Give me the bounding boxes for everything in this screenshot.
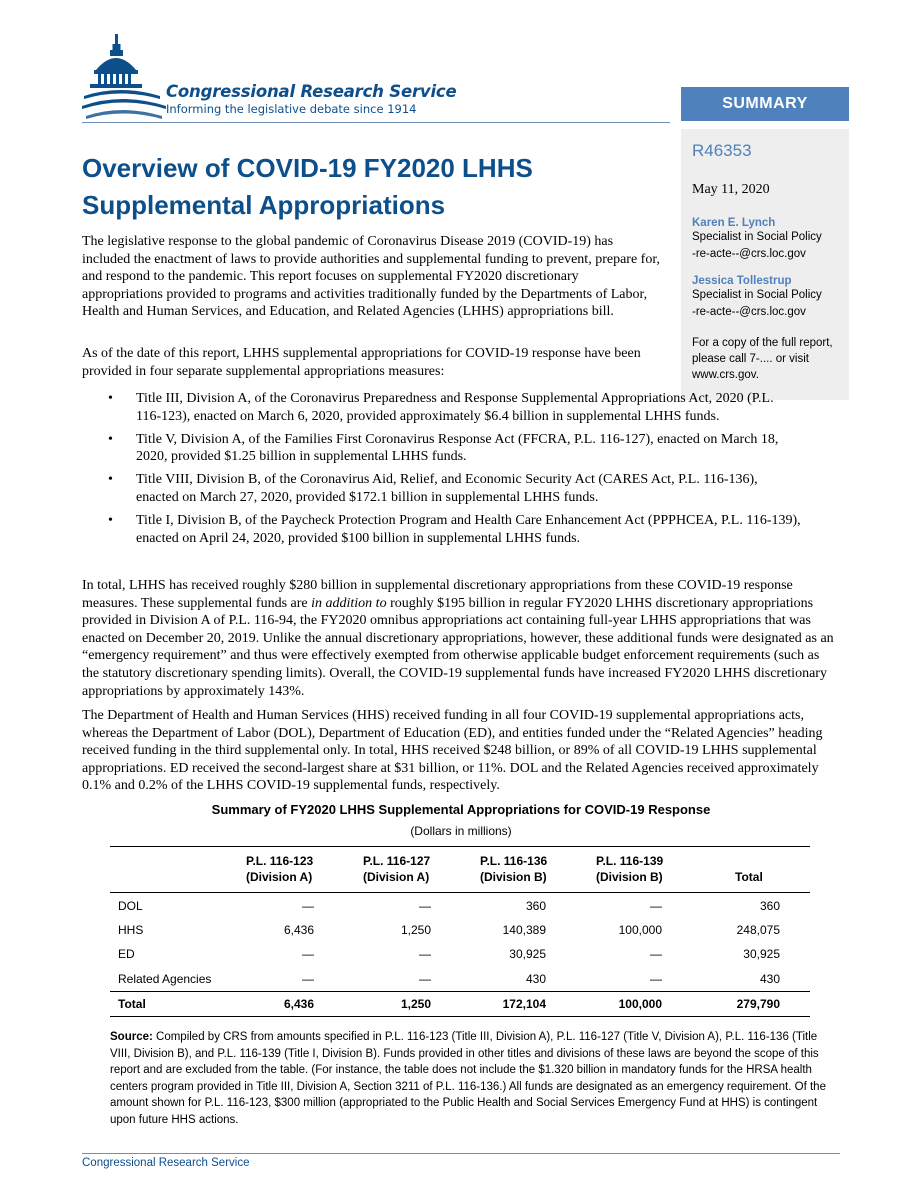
header-divider: [82, 122, 670, 123]
list-item: [82, 431, 802, 466]
column-header: P.L. 116-139 (Division B): [596, 854, 664, 884]
bullet-icon: •: [108, 472, 113, 488]
footer-text: Congressional Research Service: [82, 1157, 250, 1169]
author-block: [692, 275, 842, 321]
author-block: [692, 217, 842, 263]
emphasis-text: in addition to: [311, 595, 387, 611]
bullet-icon: •: [108, 513, 113, 529]
column-header-total: Total: [735, 870, 763, 884]
org-tagline: Informing the legislative debate since 1914: [166, 102, 417, 116]
list-item: [82, 471, 802, 506]
author-email[interactable]: -re-acte--@crs.loc.gov: [692, 306, 806, 318]
author-name: Jessica Tollestrup: [692, 275, 792, 287]
table-header-rule: [110, 892, 810, 893]
copy-request-note: For a copy of the full report, please call 7-.... or visit www.crs.gov.: [692, 337, 833, 381]
list-item: [82, 390, 802, 425]
report-number: R46353: [692, 141, 752, 160]
list-item-text: Title VIII, Division B, of the Coronavirus Aid, Relief, and Economic Security Act (CARES Act, P.L. 116-136), enacted on March 27, 2020, provided $172.1 billion in supplemental LHHS funds.: [136, 472, 758, 505]
column-header: P.L. 116-136 (Division B): [480, 854, 548, 884]
paragraph-measures: As of the date of this report, LHHS supplemental appropriations for COVID-19 response have been provided in four separate supplemental appropriations measures:: [82, 346, 641, 379]
bullet-icon: •: [108, 391, 113, 406]
author-title: Specialist in Social Policy: [692, 289, 822, 301]
table-total-rule: [110, 991, 810, 992]
page-title: Overview of COVID-19 FY2020 LHHS Supplemental Appropriations: [82, 153, 533, 220]
table-subtitle: (Dollars in millions): [410, 824, 512, 838]
author-title: Specialist in Social Policy: [692, 231, 822, 243]
list-item-text: Title I, Division B, of the Paycheck Protection Program and Health Care Enhancement Act (PPPHCEA, P.L. 116-139), enacted on April 24, 2020, provided $100 billion in supplemental LHHS funds.: [136, 513, 801, 546]
list-item-text: Title III, Division A, of the Coronavirus Preparedness and Response Supplemental Appropriations Act, 2020 (P.L. 116-123), enacted on March 6, 2020, provided approximately $6.4 billion in supplemental LHHS funds.: [136, 391, 774, 424]
footer-divider: [82, 1153, 840, 1154]
table-title: Summary of FY2020 LHHS Supplemental Appropriations for COVID-19 Response: [211, 802, 711, 817]
column-header: P.L. 116-127 (Division A): [363, 854, 431, 884]
table-source-note: Source: Compiled by CRS from amounts specified in P.L. 116-123 (Title III, Division A), P.L. 116-127 (Title V, Division A), P.L. 116-136 (Title VIII, Division B), and P.L. 116-139 (Title I, Division B). Funds provided in other titles and divisions of these laws are beyond the scope of this report and are excluded from the table. (For instance, the table does not include the $1.320 billion in mandatory funds for the HRSA health centers program provided in Title III, Division A, Section 3211 of P.L. 116-136.) All funds are designated as an emergency requirement. Of the amount shown for P.L. 116-123, $300 million (appropriated to the Public Health and Social Services Emergency Fund at HHS) is contingent upon future HHS actions.: [110, 1031, 826, 1126]
table-bottom-rule: [110, 1016, 810, 1017]
summary-banner: SUMMARY: [681, 87, 849, 121]
table-top-rule: [110, 846, 810, 847]
author-email[interactable]: -re-acte--@crs.loc.gov: [692, 248, 806, 260]
column-header: P.L. 116-123 (Division A): [246, 854, 314, 884]
paragraph-intro: The legislative response to the global pandemic of Coronavirus Disease 2019 (COVID-19) has included the enactment of laws to provide authorities and supplemental funding to prevent, prepare for, and respond to the pandemic. This report focuses on supplemental FY2020 discretionary appropriations provided to programs and activities traditionally funded by the Departments of Labor, Health and Human Services, and Education, and Related Agencies (LHHS) appropriations bill.: [82, 234, 660, 320]
author-name: Karen E. Lynch: [692, 217, 776, 229]
list-item-text: Title V, Division A, of the Families First Coronavirus Response Act (FFCRA, P.L. 116-127), enacted on March 18, 2020, provided $1.25 billion in supplemental LHHS funds.: [136, 431, 779, 465]
measures-list: [82, 390, 802, 553]
paragraph-distribution: The Department of Health and Human Services (HHS) received funding in all four COVID-19 supplemental appropriations acts, whereas the Department of Labor (DOL), Department of Education (ED), and entities funded under the “Related Agencies” heading received funding in the third supplemental only. In total, HHS received $248 billion, or 89% of all COVID-19 LHHS supplemental appropriations. ED received the second-largest share at $31 billion, or 11%. DOL and the Related Agencies received approximately 0.1% and 0.2% of the LHHS COVID-19 supplemental funds, respectively.: [82, 708, 823, 794]
bullet-icon: •: [108, 431, 113, 447]
paragraph-totals: In total, LHHS has received roughly $280 billion in supplemental discretionary appropriations from these COVID-19 response measures. These supplemental funds are in addition to roughly $195 billion in regular FY2020 LHHS discretionary appropriations provided in Division A of P.L. 116-94, the FY2020 omnibus appropriations act containing full-year LHHS appropriations that was enacted on December 20, 2019. Unlike the annual discretionary appropriations, however, these additional funds were designated as an “emergency requirement” and thus were effectively exempted from otherwise applicable budget enforcement requirements (such as the statutory discretionary spending limits). Overall, the COVID-19 supplemental funds have increased FY2020 LHHS discretionary appropriations by approximately 143%.: [82, 578, 834, 699]
report-date: May 11, 2020: [692, 182, 770, 197]
list-item: [82, 512, 802, 547]
org-name: Congressional Research Service: [166, 82, 457, 101]
